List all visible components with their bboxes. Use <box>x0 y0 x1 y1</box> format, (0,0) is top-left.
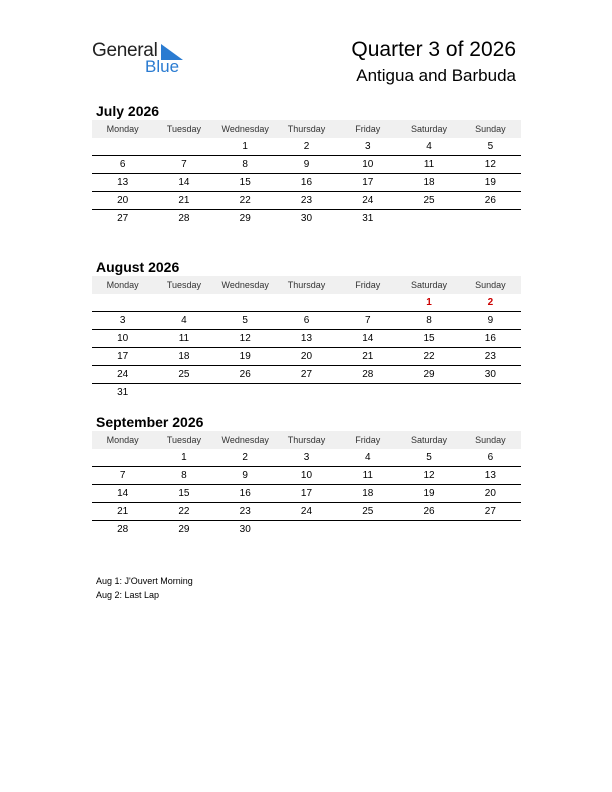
weekday-header: Friday <box>337 120 398 138</box>
day-cell: 18 <box>153 348 214 366</box>
day-cell: 16 <box>215 485 276 503</box>
day-cell: 26 <box>215 366 276 384</box>
logo-word-general: General <box>92 40 158 61</box>
weekday-header: Monday <box>92 120 153 138</box>
day-cell: 3 <box>276 449 337 467</box>
day-cell: 30 <box>239 524 251 535</box>
week-row <box>92 449 521 467</box>
day-cell: 24 <box>337 192 398 210</box>
day-cell: 26 <box>398 503 459 521</box>
holiday-note: Aug 1: J'Ouvert Morning <box>96 576 193 586</box>
weekday-header: Monday <box>92 276 153 294</box>
day-cell: 19 <box>460 174 521 192</box>
logo-word-blue: Blue <box>145 57 180 76</box>
page-subtitle: Antigua and Barbuda <box>356 66 516 85</box>
weekday-header-row <box>92 120 521 138</box>
day-cell: 1 <box>153 449 214 467</box>
day-cell: 2 <box>215 449 276 467</box>
week-row <box>92 312 521 330</box>
day-cell: 22 <box>215 192 276 210</box>
day-cell: 17 <box>92 348 153 366</box>
day-cell: 31 <box>117 387 129 398</box>
day-cell: 11 <box>337 467 398 485</box>
month-title: August 2026 <box>96 259 180 275</box>
day-cell: 15 <box>215 174 276 192</box>
weekday-header: Tuesday <box>153 120 214 138</box>
day-cell <box>460 521 521 539</box>
day-cell: 7 <box>153 156 214 174</box>
day-cell <box>337 294 398 312</box>
day-cell: 10 <box>337 156 398 174</box>
day-cell: 22 <box>153 503 214 521</box>
week-row <box>92 192 521 210</box>
weekday-header: Thursday <box>276 276 337 294</box>
day-cell: 21 <box>337 348 398 366</box>
day-cell: 29 <box>398 366 459 384</box>
day-cell <box>92 138 153 156</box>
day-cell <box>92 449 153 467</box>
weekday-header: Saturday <box>398 120 459 138</box>
day-cell: 15 <box>153 485 214 503</box>
weekday-header: Thursday <box>276 431 337 449</box>
weekday-header: Tuesday <box>153 276 214 294</box>
day-cell: 25 <box>337 503 398 521</box>
month-title: July 2026 <box>96 103 160 119</box>
day-cell <box>460 210 521 228</box>
day-cell <box>215 384 276 402</box>
day-cell: 9 <box>460 312 521 330</box>
day-cell: 6 <box>276 312 337 330</box>
day-cell: 28 <box>178 213 190 224</box>
week-row <box>92 330 521 348</box>
day-cell <box>337 384 398 402</box>
month-august <box>92 258 521 401</box>
generalblue-logo <box>92 40 192 80</box>
day-cell: 25 <box>153 366 214 384</box>
day-cell: 30 <box>460 366 521 384</box>
month-september <box>92 413 521 538</box>
day-cell: 19 <box>215 348 276 366</box>
day-cell: 17 <box>276 485 337 503</box>
day-cell: 5 <box>398 449 459 467</box>
day-cell <box>337 521 398 539</box>
weekday-header: Sunday <box>460 431 521 449</box>
day-cell: 14 <box>92 485 153 503</box>
weekday-header-row <box>92 276 521 294</box>
month-july <box>92 102 521 227</box>
day-cell: 21 <box>153 192 214 210</box>
day-cell: 7 <box>92 467 153 485</box>
day-cell: 18 <box>337 485 398 503</box>
week-row <box>92 348 521 366</box>
day-cell: 7 <box>337 312 398 330</box>
day-cell: 5 <box>460 138 521 156</box>
day-cell <box>398 521 459 539</box>
day-cell: 16 <box>276 174 337 192</box>
day-cell: 2 <box>460 294 521 312</box>
week-row <box>92 384 521 402</box>
week-row <box>92 138 521 156</box>
day-cell: 14 <box>337 330 398 348</box>
day-cell <box>276 294 337 312</box>
weekday-header: Tuesday <box>153 431 214 449</box>
day-cell: 25 <box>398 192 459 210</box>
weekday-header: Friday <box>337 276 398 294</box>
day-cell: 29 <box>239 213 251 224</box>
weekday-header: Saturday <box>398 431 459 449</box>
day-cell: 12 <box>215 330 276 348</box>
day-cell: 6 <box>92 156 153 174</box>
day-cell: 22 <box>398 348 459 366</box>
day-cell: 4 <box>337 449 398 467</box>
day-cell: 12 <box>460 156 521 174</box>
weekday-header: Wednesday <box>215 431 276 449</box>
week-row <box>92 467 521 485</box>
day-cell: 6 <box>460 449 521 467</box>
day-cell: 13 <box>92 174 153 192</box>
day-cell: 23 <box>460 348 521 366</box>
page-title: Quarter 3 of 2026 <box>351 38 516 61</box>
day-cell: 17 <box>337 174 398 192</box>
weekday-header: Friday <box>337 431 398 449</box>
calendar-grid <box>92 431 521 538</box>
day-cell <box>92 294 153 312</box>
calendar-grid <box>92 120 521 227</box>
day-cell: 13 <box>276 330 337 348</box>
day-cell: 19 <box>398 485 459 503</box>
day-cell: 8 <box>398 312 459 330</box>
day-cell: 13 <box>460 467 521 485</box>
day-cell: 27 <box>460 503 521 521</box>
weekday-header: Monday <box>92 431 153 449</box>
day-cell: 21 <box>92 503 153 521</box>
day-cell: 20 <box>460 485 521 503</box>
day-cell: 9 <box>215 467 276 485</box>
week-row <box>92 174 521 192</box>
weekday-header-row <box>92 431 521 449</box>
day-cell: 20 <box>276 348 337 366</box>
day-cell: 10 <box>92 330 153 348</box>
day-cell <box>153 294 214 312</box>
day-cell: 8 <box>215 156 276 174</box>
day-cell: 2 <box>276 138 337 156</box>
day-cell: 8 <box>153 467 214 485</box>
day-cell: 30 <box>300 213 313 224</box>
day-cell: 23 <box>276 192 337 210</box>
day-cell: 31 <box>362 213 374 224</box>
holiday-notes <box>96 574 193 602</box>
day-cell: 24 <box>92 366 153 384</box>
day-cell: 11 <box>153 330 214 348</box>
day-cell: 15 <box>398 330 459 348</box>
day-cell <box>398 384 459 402</box>
day-cell: 26 <box>460 192 521 210</box>
day-cell <box>398 210 459 228</box>
day-cell: 1 <box>398 294 459 312</box>
day-cell: 28 <box>337 366 398 384</box>
weekday-header: Sunday <box>460 276 521 294</box>
day-cell: 29 <box>178 524 190 535</box>
weekday-header: Saturday <box>398 276 459 294</box>
day-cell: 27 <box>276 366 337 384</box>
day-cell: 18 <box>398 174 459 192</box>
week-row <box>92 485 521 503</box>
day-cell: 1 <box>215 138 276 156</box>
weekday-header: Wednesday <box>215 120 276 138</box>
weekday-header: Wednesday <box>215 276 276 294</box>
holiday-note: Aug 2: Last Lap <box>96 590 160 600</box>
calendar-grid <box>92 276 521 401</box>
week-row <box>92 156 521 174</box>
day-cell: 5 <box>215 312 276 330</box>
day-cell: 28 <box>117 524 129 535</box>
day-cell: 12 <box>398 467 459 485</box>
day-cell: 24 <box>276 503 337 521</box>
weekday-header: Sunday <box>460 120 521 138</box>
day-cell <box>153 138 214 156</box>
day-cell: 27 <box>117 213 129 224</box>
week-row <box>92 294 521 312</box>
day-cell <box>215 294 276 312</box>
day-cell: 9 <box>276 156 337 174</box>
week-row <box>92 366 521 384</box>
weekday-header: Thursday <box>276 120 337 138</box>
month-title: September 2026 <box>96 414 204 430</box>
day-cell: 20 <box>92 192 153 210</box>
day-cell: 16 <box>460 330 521 348</box>
day-cell: 10 <box>276 467 337 485</box>
day-cell: 11 <box>398 156 459 174</box>
day-cell: 3 <box>337 138 398 156</box>
day-cell: 3 <box>92 312 153 330</box>
day-cell <box>276 384 337 402</box>
day-cell <box>460 384 521 402</box>
day-cell: 4 <box>153 312 214 330</box>
day-cell <box>276 521 337 539</box>
day-cell: 4 <box>398 138 459 156</box>
day-cell <box>153 384 214 402</box>
week-row <box>92 521 521 539</box>
week-row <box>92 210 521 228</box>
day-cell: 14 <box>153 174 214 192</box>
day-cell: 23 <box>215 503 276 521</box>
week-row <box>92 503 521 521</box>
